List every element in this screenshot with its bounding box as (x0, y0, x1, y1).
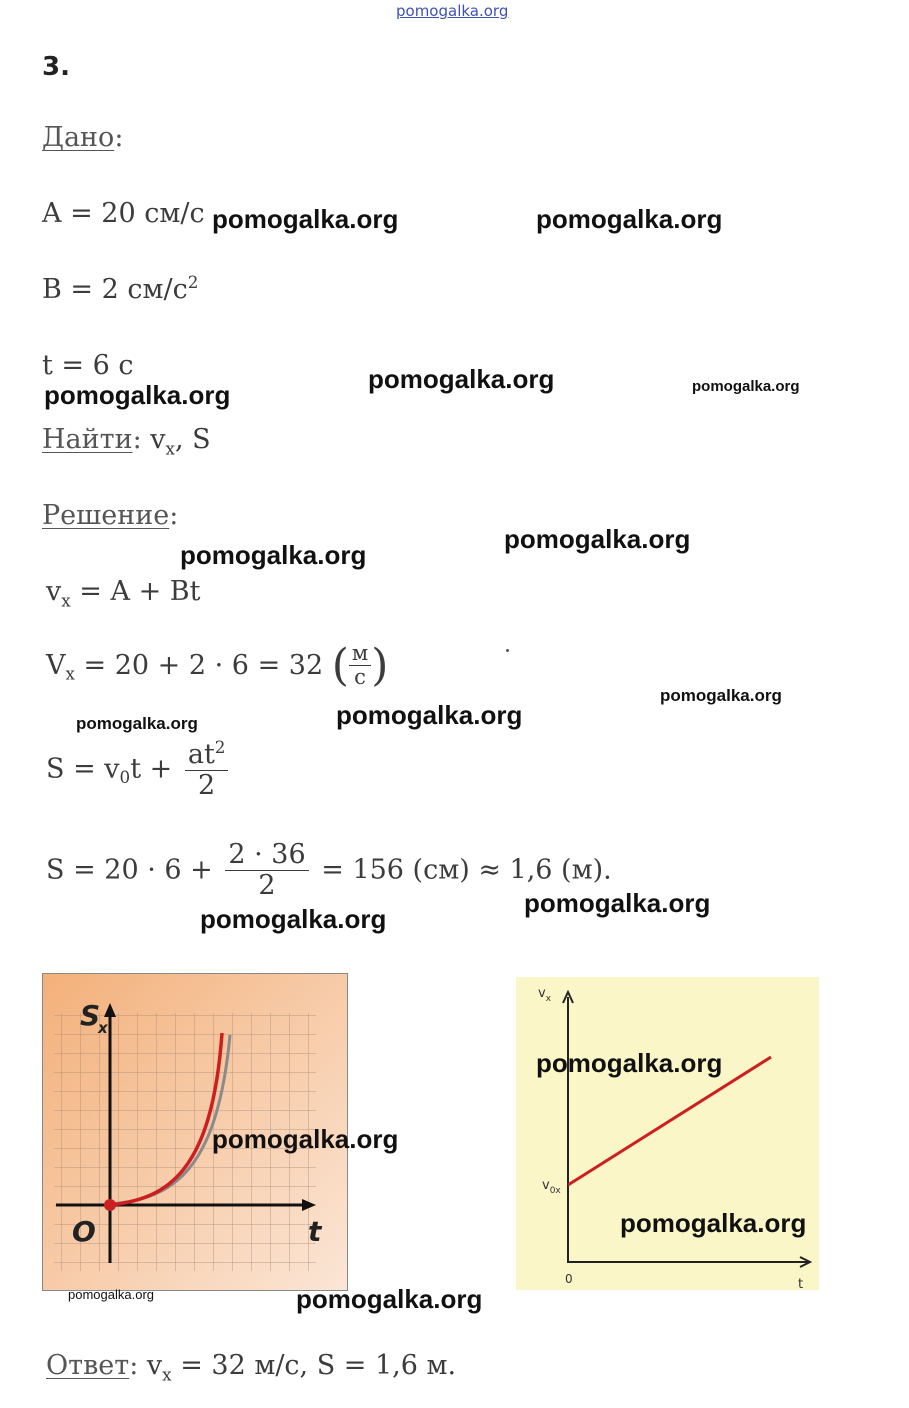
find-v: v (150, 424, 166, 455)
eq4-den: 2 (258, 869, 276, 901)
eq3-sub: 0 (119, 767, 131, 788)
eq2-lhs: V (46, 650, 66, 682)
find-rest: , S (174, 424, 211, 455)
graph-left-origin-label: O (72, 1215, 96, 1248)
eq3-num-exp: 2 (214, 737, 226, 757)
eq3-lhs: S = v (46, 753, 120, 785)
eq2-rhs: = 20 + 2 · 6 = 32 (74, 650, 332, 682)
eq4-lhs: S = 20 · 6 + (46, 854, 222, 886)
eq3-num: at (187, 739, 215, 770)
graph-right-background (516, 977, 819, 1290)
eq4-num: 2 · 36 (225, 840, 308, 871)
answer-text: = 32 м/с, S = 1,6 м. (171, 1350, 457, 1381)
watermark[interactable]: pomogalka.org (660, 686, 782, 705)
graph-left-y-label: S (80, 999, 101, 1032)
watermark[interactable]: pomogalka.org (536, 1048, 723, 1078)
eq4-fraction (225, 840, 308, 900)
graph-right-y-label: $v_x$ (538, 986, 552, 1004)
watermark[interactable]: pomogalka.org (524, 888, 711, 918)
given-line-a: A = 20 см/с (42, 198, 205, 229)
watermark[interactable]: pomogalka.org (504, 524, 691, 554)
graph-velocity-time (516, 977, 819, 1290)
graph-right-x-label: t (798, 1277, 804, 1290)
watermark[interactable]: pomogalka.org (68, 1287, 154, 1302)
eq1-sub: x (61, 590, 71, 611)
eq3-fraction (185, 738, 229, 800)
watermark[interactable]: pomogalka.org (44, 380, 231, 410)
problem-number: 3. (42, 52, 70, 82)
graph-right-v0-label: $v_{0x}$ (542, 1178, 561, 1196)
watermark[interactable]: pomogalka.org (180, 540, 367, 570)
solution-heading: Решение: (42, 500, 179, 531)
eq2-unit-num: м (349, 642, 371, 666)
answer-v: v (146, 1350, 163, 1381)
eq2-right-paren: ) (371, 639, 389, 691)
solution-heading-text: Решение (42, 500, 170, 531)
equation-1 (46, 576, 201, 610)
answer-line: Ответ: $v_x = 32$ м/с, S = 1,6 м. (46, 1350, 457, 1385)
eq2-unit-fraction (349, 642, 371, 689)
eq3-mid: t + (130, 753, 181, 785)
equation-2 (46, 639, 389, 691)
eq2-sub: x (65, 663, 75, 684)
top-watermark[interactable]: pomogalka.org (396, 2, 509, 20)
graph-left-x-label: t (308, 1215, 322, 1248)
graph-right-origin: 0 (565, 1272, 573, 1286)
answer-v-sub: x (162, 1364, 172, 1385)
watermark[interactable]: pomogalka.org (212, 1124, 399, 1154)
stray-dot (506, 649, 509, 652)
watermark[interactable]: pomogalka.org (212, 204, 399, 234)
find-line: Найти: $v_x$, S (42, 424, 211, 459)
equation-3 (46, 738, 232, 800)
graph-left-origin-dot (104, 1199, 116, 1211)
eq4-rhs: = 156 (см) ≈ 1,6 (м). (312, 854, 612, 886)
watermark[interactable]: pomogalka.org (620, 1208, 807, 1238)
given-heading: Дано: (42, 122, 124, 153)
eq3-den: 2 (198, 769, 216, 801)
watermark[interactable]: pomogalka.org (536, 204, 723, 234)
given-line-b-exp: 2 (187, 272, 199, 292)
watermark[interactable]: pomogalka.org (336, 700, 523, 730)
graph-left-y-sub: x (98, 1019, 108, 1037)
given-line-b-text: B = 2 см/с (42, 274, 188, 305)
watermark[interactable]: pomogalka.org (368, 364, 555, 394)
eq1-lhs: v (46, 576, 62, 607)
watermark[interactable]: pomogalka.org (200, 904, 387, 934)
given-line-t: t = 6 с (42, 350, 134, 381)
watermark[interactable]: pomogalka.org (76, 714, 198, 733)
answer-label: Ответ (46, 1350, 130, 1381)
watermark[interactable]: pomogalka.org (692, 378, 800, 395)
given-line-b (42, 272, 198, 305)
find-heading: Найти (42, 424, 133, 455)
eq2-unit-den: с (354, 665, 366, 690)
given-heading-text: Дано (42, 122, 115, 153)
eq2-left-paren: ( (331, 639, 349, 691)
watermark[interactable]: pomogalka.org (296, 1284, 483, 1314)
find-v-sub: x (165, 438, 175, 459)
eq1-rhs: = A + Bt (70, 576, 201, 607)
